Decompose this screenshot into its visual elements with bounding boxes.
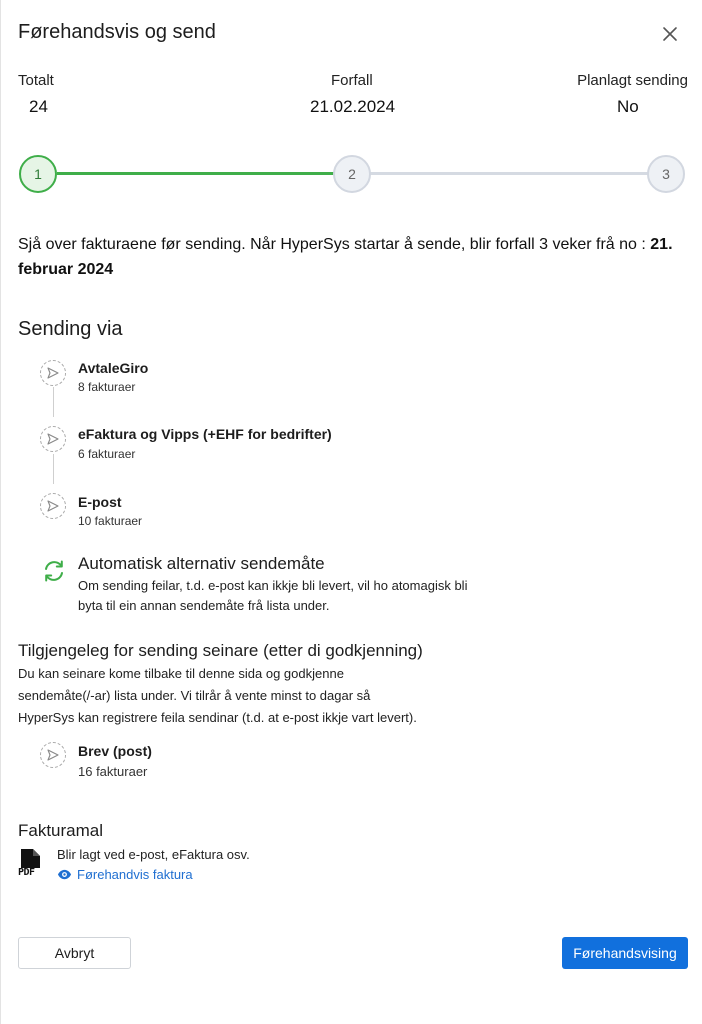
send-icon bbox=[40, 360, 66, 386]
close-icon[interactable] bbox=[658, 22, 682, 46]
total-label: Totalt bbox=[18, 72, 54, 89]
pdf-file-icon bbox=[18, 848, 48, 882]
pdf-label: PDF bbox=[18, 867, 35, 878]
method-name: AvtaleGiro bbox=[78, 360, 149, 376]
preview-invoice-link[interactable] bbox=[57, 867, 193, 882]
later-desc-line: Du kan seinare kome tilbake til denne sida og godkjenne bbox=[18, 666, 344, 681]
sending-heading: Sending via bbox=[18, 318, 123, 340]
template-title: Fakturamal bbox=[18, 821, 104, 840]
method-count: 8 fakturaer bbox=[78, 380, 136, 394]
auto-title: Automatisk alternativ sendemåte bbox=[78, 554, 325, 573]
refresh-icon bbox=[40, 557, 68, 585]
method-name: E-post bbox=[78, 494, 122, 510]
step-1[interactable]: 1 bbox=[19, 155, 57, 193]
stepper-line-done bbox=[57, 172, 337, 175]
later-title: Tilgjengeleg for sending seinare (etter di godkjenning) bbox=[18, 641, 423, 660]
preview-button[interactable]: Førehandsvising bbox=[562, 937, 688, 969]
later-method-name: Brev (post) bbox=[78, 743, 152, 759]
preview-invoice-link-label: Førehandvis faktura bbox=[77, 867, 193, 882]
later-desc-line: sendemåte(/-ar) lista under. Vi tilrår å vente minst to dagar så bbox=[18, 688, 371, 703]
step-3[interactable]: 3 bbox=[647, 155, 685, 193]
method-count: 6 fakturaer bbox=[78, 447, 136, 461]
method-name: eFaktura og Vipps (+EHF for bedrifter) bbox=[78, 426, 332, 442]
method-connector bbox=[53, 454, 54, 484]
eye-icon bbox=[57, 867, 72, 882]
auto-desc-line: Om sending feilar, t.d. e-post kan ikkje bli levert, vil ho atomagisk bli bbox=[78, 578, 468, 593]
send-icon bbox=[40, 742, 66, 768]
planned-label: Planlagt sending bbox=[577, 72, 688, 89]
intro-text-body: Sjå over fakturaene før sending. Når HyperSys startar å sende, blir forfall 3 veker frå no : bbox=[18, 236, 651, 253]
auto-desc-line: byta til ein annan sendemåte frå lista under. bbox=[78, 598, 330, 613]
method-count: 10 fakturaer bbox=[78, 514, 143, 528]
later-desc-line: HyperSys kan registrere feila sendinar (t.d. at e-post ikkje vart levert). bbox=[18, 710, 417, 725]
cancel-button[interactable]: Avbryt bbox=[18, 937, 131, 969]
send-icon bbox=[40, 493, 66, 519]
due-value: 21.02.2024 bbox=[310, 97, 396, 116]
dialog-left-edge bbox=[0, 0, 1, 1024]
planned-value: No bbox=[617, 97, 639, 116]
intro-text bbox=[18, 232, 688, 282]
send-icon bbox=[40, 426, 66, 452]
template-desc: Blir lagt ved e-post, eFaktura osv. bbox=[57, 847, 250, 862]
dialog-title: Førehandsvis og send bbox=[18, 21, 216, 43]
method-connector bbox=[53, 387, 54, 417]
total-value: 24 bbox=[29, 97, 48, 116]
intro-due-date: 21. februar 2024 bbox=[18, 236, 673, 278]
step-2[interactable]: 2 bbox=[333, 155, 371, 193]
due-label: Forfall bbox=[331, 72, 373, 89]
later-method-count: 16 fakturaer bbox=[78, 764, 148, 779]
stepper-line-todo bbox=[370, 172, 650, 175]
